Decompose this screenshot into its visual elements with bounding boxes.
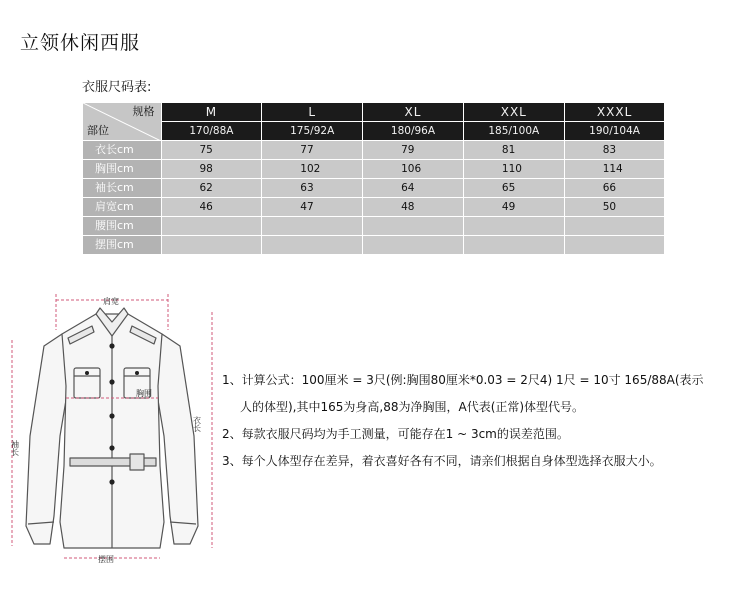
table-cell: 63 <box>262 179 363 198</box>
table-cell: 77 <box>262 141 363 160</box>
table-cell: 102 <box>262 160 363 179</box>
size-code-row <box>83 122 665 141</box>
table-cell: 64 <box>363 179 464 198</box>
table-cell: 47 <box>262 198 363 217</box>
row-label: 胸围cm <box>83 160 161 179</box>
note-3: 3、每个人体型存在差异，着衣喜好各有不同，请亲们根据自身体型选择衣服大小。 <box>222 454 662 468</box>
size-notes <box>222 372 704 480</box>
table-cell <box>463 217 564 236</box>
table-corner-cell <box>83 103 161 141</box>
page-title: 立领休闲西服 <box>20 32 141 54</box>
table-cell: 114 <box>564 160 665 179</box>
table-cell: 75 <box>161 141 262 160</box>
size-header-row <box>83 103 665 122</box>
size-code-xl: 180/96A <box>363 122 464 141</box>
row-label: 袖长cm <box>83 179 161 198</box>
size-label-xxl: XXL <box>463 103 564 122</box>
garment-measure-diagram <box>0 276 222 600</box>
table-cell: 79 <box>363 141 464 160</box>
table-cell: 83 <box>564 141 665 160</box>
size-label-l: L <box>262 103 363 122</box>
table-cell: 50 <box>564 198 665 217</box>
corner-label-spec: 规格 <box>132 105 155 118</box>
note-1: 1、计算公式：100厘米 = 3尺(例:胸围80厘米*0.03 = 2尺4) 1尺 = 10寸 165/88A(表示 <box>222 373 704 387</box>
row-label: 衣长cm <box>83 141 161 160</box>
table-cell <box>363 217 464 236</box>
table-cell: 46 <box>161 198 262 217</box>
note-1-continued: 人的体型),其中165为身高,88为净胸围，A代表(正常)体型代号。 <box>240 400 585 414</box>
size-code-l: 175/92A <box>262 122 363 141</box>
size-label-xxxl: XXXL <box>564 103 665 122</box>
table-cell: 98 <box>161 160 262 179</box>
size-label-xl: XL <box>363 103 464 122</box>
table-cell: 48 <box>363 198 464 217</box>
table-cell: 49 <box>463 198 564 217</box>
size-label-m: M <box>161 103 262 122</box>
table-row <box>83 179 665 198</box>
table-cell: 62 <box>161 179 262 198</box>
table-cell <box>262 217 363 236</box>
table-row <box>83 198 665 217</box>
row-label: 摆围cm <box>83 236 161 255</box>
table-cell <box>363 236 464 255</box>
table-cell <box>262 236 363 255</box>
table-cell <box>161 236 262 255</box>
table-cell <box>564 236 665 255</box>
table-row <box>83 217 665 236</box>
hem-label: 摆围 <box>98 555 114 564</box>
table-cell <box>161 217 262 236</box>
corner-label-part: 部位 <box>87 124 109 137</box>
table-row <box>83 160 665 179</box>
chest-label: 胸围 <box>136 389 152 398</box>
table-cell <box>564 217 665 236</box>
size-table-caption: 衣服尺码表: <box>82 80 152 95</box>
row-label: 腰围cm <box>83 217 161 236</box>
table-cell: 106 <box>363 160 464 179</box>
body-length-label: 衣长 <box>192 416 202 432</box>
note-2: 2、每款衣服尺码均为手工测量，可能存在1 ~ 3cm的误差范围。 <box>222 427 569 441</box>
row-label: 肩宽cm <box>83 198 161 217</box>
table-cell: 110 <box>463 160 564 179</box>
size-code-m: 170/88A <box>161 122 262 141</box>
table-row <box>83 236 665 255</box>
table-cell <box>463 236 564 255</box>
sleeve-length-label: 袖长 <box>10 440 20 456</box>
table-cell: 66 <box>564 179 665 198</box>
table-cell: 81 <box>463 141 564 160</box>
table-row <box>83 141 665 160</box>
table-cell: 65 <box>463 179 564 198</box>
size-table <box>83 103 665 255</box>
shoulder-label: 肩宽 <box>103 297 119 306</box>
size-code-xxl: 185/100A <box>463 122 564 141</box>
size-code-xxxl: 190/104A <box>564 122 665 141</box>
